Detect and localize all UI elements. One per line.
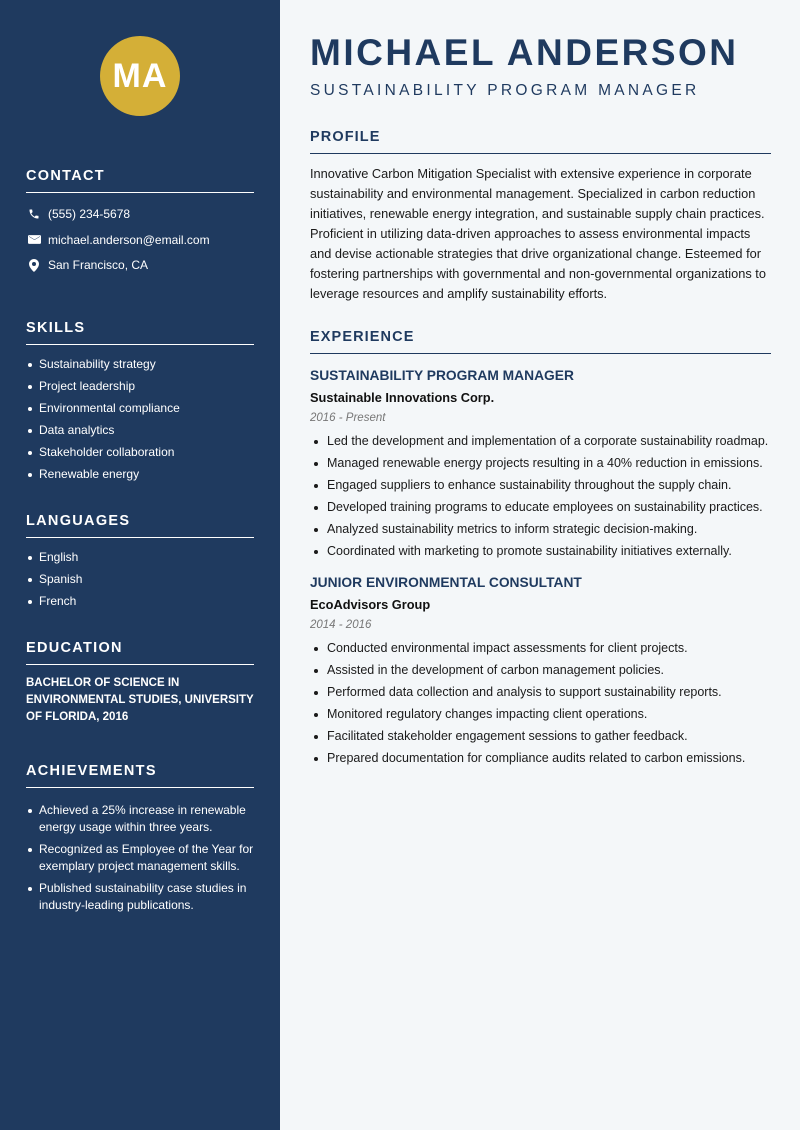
contact-section [26,168,254,274]
candidate-name: MICHAEL ANDERSON [310,32,739,73]
sidebar [0,0,280,1130]
job-bullet: Engaged suppliers to enhance sustainability throughout the supply chain. [310,477,771,495]
phone-icon [26,207,42,221]
contact-heading: CONTACT [26,168,254,193]
location-pin-icon [26,258,42,272]
company-name: Sustainable Innovations Corp. [310,390,495,405]
skill-item: Environmental compliance [26,400,254,417]
languages-list [26,549,254,610]
achievement-item: Published sustainability case studies in industry-leading publications. [26,880,254,914]
skill-item: Renewable energy [26,466,254,483]
job-bullet: Developed training programs to educate employees on sustainability practices. [310,499,771,517]
job-bullet: Coordinated with marketing to promote sustainability initiatives externally. [310,543,771,561]
job-bullets [310,640,771,768]
languages-heading: LANGUAGES [26,513,254,538]
job-bullet: Led the development and implementation of a corporate sustainability roadmap. [310,433,771,451]
contact-email [26,231,254,249]
location-text: San Francisco, CA [48,258,149,272]
job-dates: 2014 - 2016 [310,618,372,631]
experience-section [310,329,771,767]
skill-item: Stakeholder collaboration [26,444,254,461]
job-entry [310,368,771,561]
skills-section [26,320,254,483]
achievements-heading: ACHIEVEMENTS [26,763,254,788]
job-bullet: Monitored regulatory changes impacting client operations. [310,706,771,724]
job-title: SUSTAINABILITY PROGRAM MANAGER [310,368,574,383]
job-bullet: Analyzed sustainability metrics to inform strategic decision-making. [310,521,771,539]
email-text[interactable]: michael.anderson@email.com [48,232,210,247]
contact-location [26,256,254,274]
contact-phone [26,205,254,223]
avatar: MA [100,36,180,116]
skill-item: Project leadership [26,378,254,395]
experience-heading: EXPERIENCE [310,329,771,354]
skills-list [26,356,254,483]
languages-section [26,513,254,610]
achievement-item: Achieved a 25% increase in renewable energy usage within three years. [26,802,254,836]
job-title: JUNIOR ENVIRONMENTAL CONSULTANT [310,574,582,590]
job-bullet: Performed data collection and analysis to support sustainability reports. [310,684,771,702]
skill-item: Sustainability strategy [26,356,254,373]
language-item: French [26,593,254,610]
job-bullet: Prepared documentation for compliance audits related to carbon emissions. [310,750,771,768]
skill-item: Data analytics [26,422,254,439]
job-bullet: Conducted environmental impact assessments for client projects. [310,640,771,658]
education-section [26,640,254,726]
achievement-item: Recognized as Employee of the Year for exemplary project management skills. [26,841,254,875]
job-dates: 2016 - Present [310,412,386,424]
education-entry: BACHELOR OF SCIENCE IN ENVIRONMENTAL STUDIES, UNIVERSITY OF FLORIDA, 2016 [26,677,254,723]
profile-text: Innovative Carbon Mitigation Specialist with extensive experience in corporate sustainability and environmental management. Specialized in carbon reduction initiatives, renewable energy integration, and sustainable supply chain practices. Proficient in utilizing data-driven approaches to assess environmental impacts and devise actionable strategies that drive organizational change. Esteemed for fostering partnerships with governmental and non-governmental organizations to leverage resources and amplify sustainability efforts. [310,166,766,301]
job-entry [310,575,771,768]
profile-section [310,129,771,304]
main-content [280,0,800,1130]
contact-list [26,205,254,274]
job-bullet: Assisted in the development of carbon management policies. [310,662,771,680]
job-bullets [310,433,771,561]
language-item: Spanish [26,571,254,588]
achievements-section [26,763,254,914]
language-item: English [26,549,254,566]
skills-heading: SKILLS [26,320,254,345]
job-bullet: Managed renewable energy projects resulting in a 40% reduction in emissions. [310,455,771,473]
education-heading: EDUCATION [26,640,254,665]
phone-text[interactable]: (555) 234-5678 [48,207,131,221]
email-icon [26,233,42,247]
job-bullet: Facilitated stakeholder engagement sessions to gather feedback. [310,728,771,746]
candidate-title: SUSTAINABILITY PROGRAM MANAGER [310,82,700,99]
company-name: EcoAdvisors Group [310,596,431,612]
achievements-list [26,802,254,914]
profile-heading: PROFILE [310,129,771,154]
